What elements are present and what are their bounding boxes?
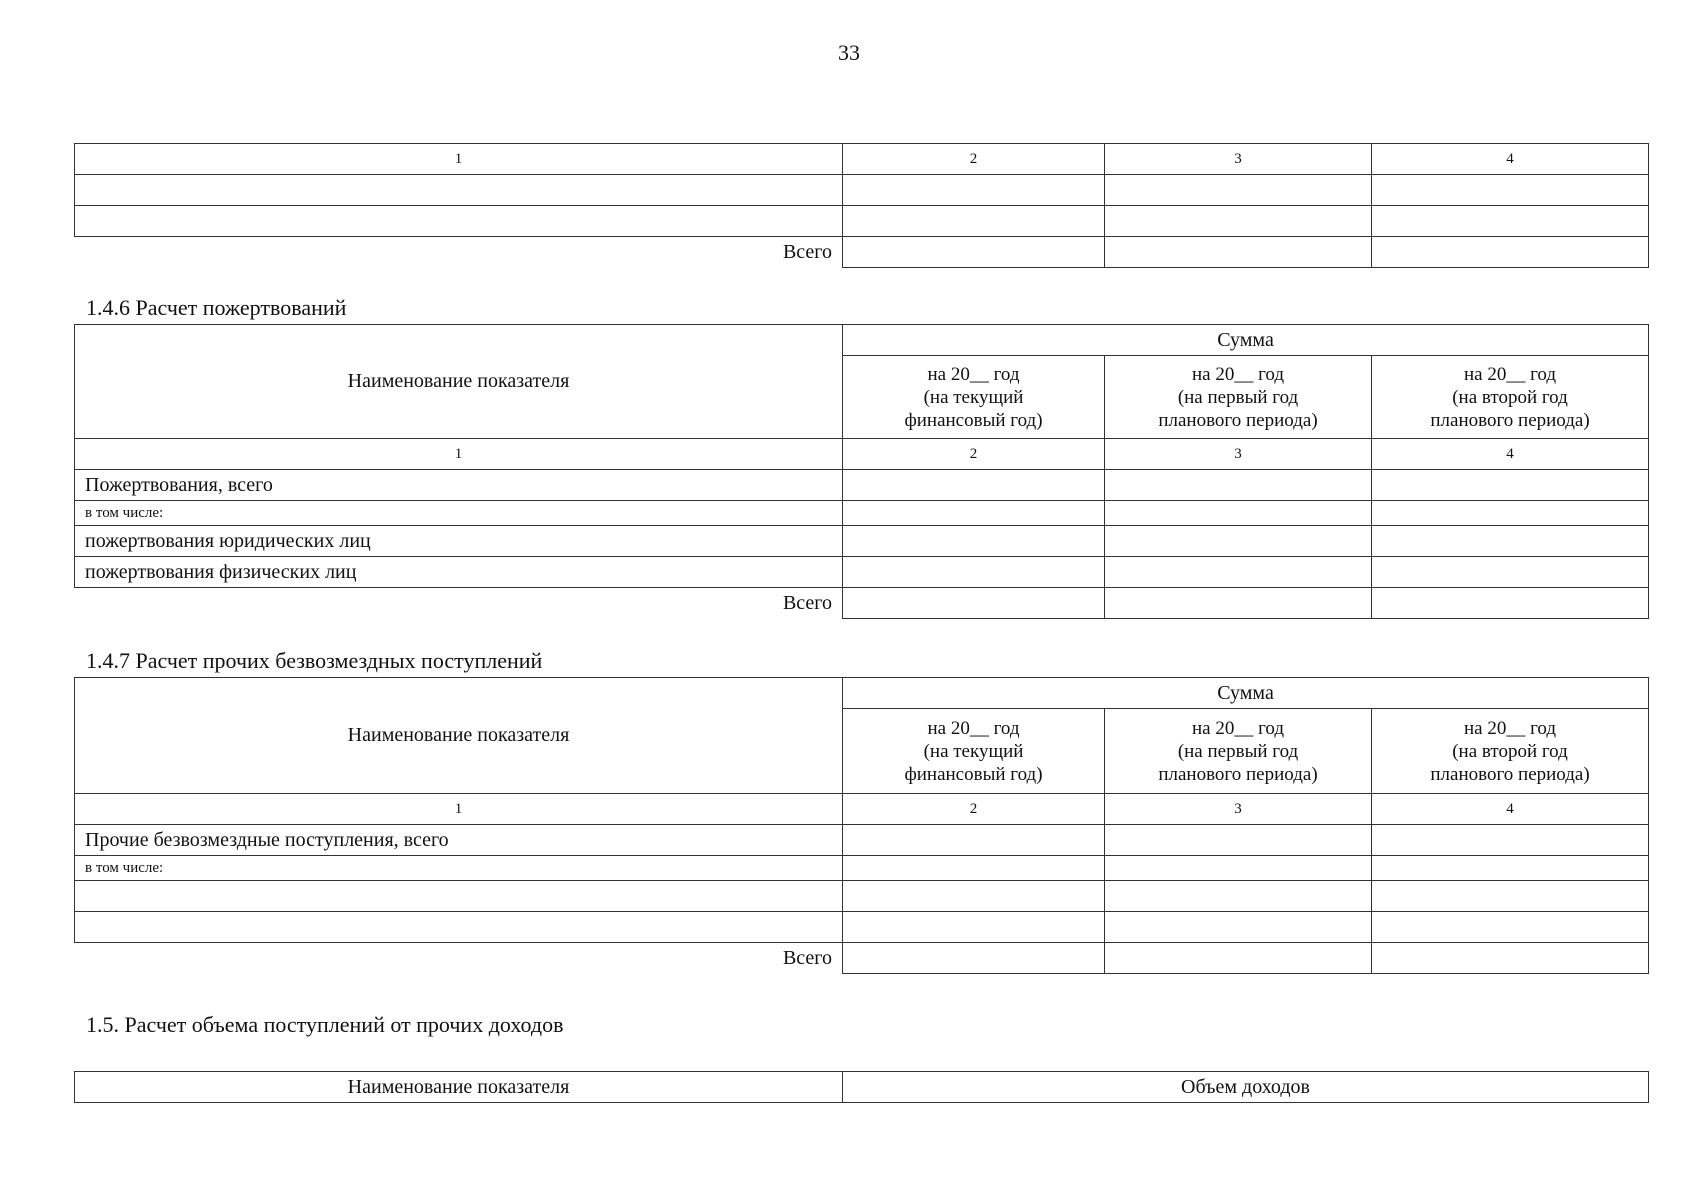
- section-title-1-4-6: 1.4.6 Расчет пожертвований: [86, 295, 347, 320]
- column-number-row: [75, 794, 1649, 825]
- table-row: [75, 825, 1649, 856]
- other-gratuitous-receipts-table: [74, 677, 1649, 974]
- column-number: 3: [1105, 439, 1372, 470]
- row-label: в том числе:: [75, 501, 843, 526]
- second-plan-year-header: на 20__ год (на второй год планового периода): [1372, 709, 1649, 794]
- table-cell[interactable]: [843, 557, 1105, 588]
- continuation-table: [74, 143, 1649, 268]
- table-cell[interactable]: [1372, 206, 1649, 237]
- current-year-header: на 20__ год (на текущий финансовый год): [843, 356, 1105, 439]
- table-cell[interactable]: [1105, 856, 1372, 881]
- column-number: 2: [843, 794, 1105, 825]
- table-cell[interactable]: [1105, 206, 1372, 237]
- table-row: [75, 501, 1649, 526]
- table-cell[interactable]: [1372, 825, 1649, 856]
- table-cell[interactable]: [843, 856, 1105, 881]
- table-cell[interactable]: [1105, 526, 1372, 557]
- first-plan-year-header: на 20__ год (на первый год планового периода): [1105, 356, 1372, 439]
- table-cell[interactable]: [75, 881, 843, 912]
- other-income-table: [74, 1071, 1649, 1103]
- table-cell[interactable]: [1105, 557, 1372, 588]
- table-cell[interactable]: [1105, 175, 1372, 206]
- total-row: [75, 943, 1649, 974]
- table-row: [75, 175, 1649, 206]
- table-cell[interactable]: [843, 881, 1105, 912]
- table-cell[interactable]: [1105, 825, 1372, 856]
- table-cell[interactable]: [1372, 943, 1649, 974]
- table-cell[interactable]: [843, 470, 1105, 501]
- column-number: 2: [843, 439, 1105, 470]
- donations-table: [74, 324, 1649, 619]
- second-plan-year-header: на 20__ год (на второй год планового периода): [1372, 356, 1649, 439]
- table-cell[interactable]: [1105, 912, 1372, 943]
- table-row: [75, 856, 1649, 881]
- sum-header: Сумма: [843, 678, 1649, 709]
- total-row: [75, 237, 1649, 268]
- table-cell[interactable]: [1105, 943, 1372, 974]
- table-cell[interactable]: [1105, 501, 1372, 526]
- table-cell[interactable]: [843, 588, 1105, 619]
- table-cell[interactable]: [1372, 470, 1649, 501]
- table-cell[interactable]: [843, 912, 1105, 943]
- table-cell[interactable]: [1372, 881, 1649, 912]
- column-number: 3: [1105, 144, 1372, 175]
- table-cell[interactable]: [843, 206, 1105, 237]
- table-cell[interactable]: [843, 501, 1105, 526]
- table-cell[interactable]: [1372, 912, 1649, 943]
- indicator-name-header: Наименование показателя: [75, 325, 843, 439]
- sum-header: Сумма: [843, 325, 1649, 356]
- table-cell[interactable]: [843, 237, 1105, 268]
- table-cell[interactable]: [75, 912, 843, 943]
- table-cell[interactable]: [1372, 501, 1649, 526]
- table-cell[interactable]: [1105, 237, 1372, 268]
- table-cell[interactable]: [1372, 175, 1649, 206]
- table-row: [75, 206, 1649, 237]
- row-label: в том числе:: [75, 856, 843, 881]
- table-cell[interactable]: [1105, 470, 1372, 501]
- table-row: [75, 881, 1649, 912]
- table-cell[interactable]: [1372, 557, 1649, 588]
- table-row: [75, 470, 1649, 501]
- column-number: 4: [1372, 794, 1649, 825]
- table-cell[interactable]: [75, 175, 843, 206]
- section-title-1-4-7: 1.4.7 Расчет прочих безвозмездных поступлений: [86, 648, 543, 673]
- page-number: 33: [838, 40, 860, 65]
- table-cell[interactable]: [843, 943, 1105, 974]
- total-label: Всего: [75, 588, 843, 619]
- table-cell[interactable]: [1105, 588, 1372, 619]
- row-label: Пожертвования, всего: [75, 470, 843, 501]
- row-label: Прочие безвозмездные поступления, всего: [75, 825, 843, 856]
- table-row: [75, 912, 1649, 943]
- table-cell[interactable]: [843, 175, 1105, 206]
- column-number: 1: [75, 439, 843, 470]
- header-row: [75, 325, 1649, 356]
- income-volume-header: Объем доходов: [843, 1072, 1649, 1103]
- column-number: 2: [843, 144, 1105, 175]
- column-number: 4: [1372, 439, 1649, 470]
- total-label: Всего: [75, 237, 843, 268]
- table-cell[interactable]: [1372, 237, 1649, 268]
- indicator-name-header: Наименование показателя: [75, 678, 843, 794]
- indicator-name-header: Наименование показателя: [75, 1072, 843, 1103]
- table-cell[interactable]: [1372, 588, 1649, 619]
- table-cell[interactable]: [843, 526, 1105, 557]
- column-number-row: [75, 144, 1649, 175]
- column-number: 1: [75, 144, 843, 175]
- total-row: [75, 588, 1649, 619]
- table-cell[interactable]: [1105, 881, 1372, 912]
- first-plan-year-header: на 20__ год (на первый год планового периода): [1105, 709, 1372, 794]
- row-label: пожертвования физических лиц: [75, 557, 843, 588]
- column-number: 3: [1105, 794, 1372, 825]
- total-label: Всего: [75, 943, 843, 974]
- section-title-1-5: 1.5. Расчет объема поступлений от прочих доходов: [86, 1012, 564, 1037]
- table-cell[interactable]: [75, 206, 843, 237]
- table-cell[interactable]: [1372, 526, 1649, 557]
- table-row: [75, 557, 1649, 588]
- column-number: 1: [75, 794, 843, 825]
- header-row: [75, 678, 1649, 709]
- current-year-header: на 20__ год (на текущий финансовый год): [843, 709, 1105, 794]
- column-number-row: [75, 439, 1649, 470]
- table-cell[interactable]: [1372, 856, 1649, 881]
- table-cell[interactable]: [843, 825, 1105, 856]
- column-number: 4: [1372, 144, 1649, 175]
- row-label: пожертвования юридических лиц: [75, 526, 843, 557]
- header-row: [75, 1072, 1649, 1103]
- table-row: [75, 526, 1649, 557]
